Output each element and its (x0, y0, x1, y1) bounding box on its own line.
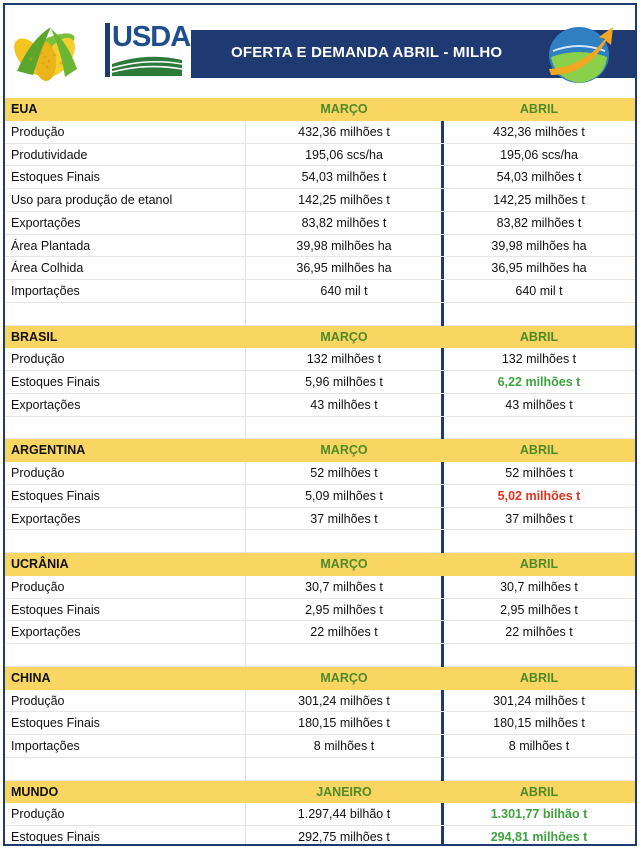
section-header-2 (5, 439, 635, 462)
column-header-previous: MARÇO (320, 102, 368, 116)
value-current: 22 milhões t (505, 625, 573, 640)
value-current: 142,25 milhões t (493, 193, 585, 207)
value-current: 1.301,77 bilhão t (490, 807, 588, 822)
row-label: Área Colhida (11, 261, 84, 276)
value-previous: 5,96 milhões t (305, 375, 383, 389)
table-row (5, 212, 635, 235)
value-previous: 5,09 milhões t (305, 488, 383, 503)
table-row (5, 394, 635, 417)
value-previous: 180,15 milhões t (298, 716, 390, 731)
table-row (5, 257, 635, 280)
value-previous: 1.297,44 bilhão t (297, 807, 391, 822)
column-header-current: ABRIL (519, 557, 559, 571)
value-previous: 52 milhões t (310, 466, 378, 480)
value-current: 37 milhões t (505, 511, 573, 526)
row-label: Produção (11, 466, 65, 480)
section-header-4 (5, 667, 635, 690)
section-header-5 (5, 781, 635, 804)
section-header-0 (5, 98, 635, 121)
row-label: Exportações (11, 215, 81, 230)
row-label: Uso para produção de etanol (11, 193, 173, 207)
value-previous: 640 mil t (320, 284, 368, 298)
row-label: Estoques Finais (11, 488, 100, 503)
section-spacer (5, 303, 635, 326)
logo-text: USDA (112, 21, 191, 53)
table-row (5, 462, 635, 485)
row-label: Estoques Finais (11, 375, 100, 389)
table-row (5, 803, 635, 826)
value-previous: 132 milhões t (306, 352, 382, 367)
value-previous: 292,75 milhões t (298, 830, 390, 844)
value-current: 432,36 milhões t (493, 124, 585, 139)
table-row (5, 690, 635, 713)
table-row (5, 826, 635, 846)
country-name: ARGENTINA (11, 443, 86, 458)
column-header-current: ABRIL (519, 784, 559, 799)
column-header-previous: JANEIRO (316, 784, 372, 799)
usda-logo (105, 21, 191, 79)
value-previous: 30,7 milhões t (305, 579, 383, 594)
value-current: 43 milhões t (505, 397, 573, 412)
report-frame (3, 3, 637, 846)
country-name: BRASIL (11, 329, 58, 344)
row-label: Estoques Finais (11, 830, 100, 844)
value-current: 8 milhões t (508, 739, 570, 753)
table-row (5, 576, 635, 599)
row-label: Estoques Finais (11, 716, 100, 731)
value-previous: 195,06 scs/ha (305, 147, 383, 162)
table-row (5, 599, 635, 622)
row-label: Produtividade (11, 147, 88, 162)
section-header-3 (5, 553, 635, 576)
country-name: UCRÂNIA (11, 557, 69, 571)
value-current: 195,06 scs/ha (500, 147, 578, 162)
row-label: Importações (11, 739, 80, 753)
row-label: Exportações (11, 625, 81, 640)
country-name: CHINA (11, 670, 51, 685)
column-header-previous: MARÇO (320, 443, 368, 458)
row-label: Produção (11, 352, 65, 367)
table-row (5, 189, 635, 212)
value-current: 640 mil t (515, 284, 563, 298)
value-previous: 54,03 milhões t (301, 170, 387, 185)
table-row (5, 485, 635, 508)
column-header-current: ABRIL (519, 670, 559, 685)
country-name: EUA (11, 102, 38, 116)
row-label: Produção (11, 124, 65, 139)
table-row (5, 166, 635, 189)
table-row (5, 144, 635, 167)
value-previous: 36,95 milhões ha (296, 261, 392, 276)
row-label: Estoques Finais (11, 170, 100, 185)
country-name: MUNDO (11, 784, 59, 799)
row-label: Produção (11, 807, 65, 822)
report-header (5, 5, 635, 95)
row-label: Importações (11, 284, 80, 298)
value-current: 180,15 milhões t (493, 716, 585, 731)
table-row (5, 121, 635, 144)
value-previous: 83,82 milhões t (301, 215, 387, 230)
table-row (5, 280, 635, 303)
table-row (5, 371, 635, 394)
value-previous: 37 milhões t (310, 511, 378, 526)
usda-hills-icon (112, 54, 182, 76)
value-current: 83,82 milhões t (496, 215, 582, 230)
row-label: Exportações (11, 397, 81, 412)
section-header-1 (5, 326, 635, 349)
row-label: Área Plantada (11, 238, 91, 253)
table-row (5, 735, 635, 758)
value-previous: 2,95 milhões t (305, 602, 383, 617)
table-row (5, 508, 635, 531)
value-current: 132 milhões t (501, 352, 577, 367)
table-row (5, 621, 635, 644)
corn-icon (11, 19, 83, 81)
value-current: 6,22 milhões t (497, 375, 581, 389)
value-previous: 8 milhões t (313, 739, 375, 753)
table-row (5, 235, 635, 258)
globe-arrow-icon (543, 17, 615, 87)
table-row (5, 712, 635, 735)
value-current: 36,95 milhões ha (491, 261, 587, 276)
row-label: Produção (11, 693, 65, 708)
value-current: 54,03 milhões t (496, 170, 582, 185)
value-current: 52 milhões t (505, 466, 573, 480)
value-current: 39,98 milhões ha (491, 238, 587, 253)
value-previous: 43 milhões t (310, 397, 378, 412)
section-spacer (5, 758, 635, 781)
section-spacer (5, 417, 635, 440)
section-spacer (5, 644, 635, 667)
row-label: Exportações (11, 511, 81, 526)
section-spacer (5, 530, 635, 553)
row-label: Estoques Finais (11, 602, 100, 617)
value-current: 294,81 milhões t (490, 830, 588, 844)
value-current: 30,7 milhões t (500, 579, 578, 594)
value-current: 301,24 milhões t (493, 693, 585, 708)
value-previous: 22 milhões t (310, 625, 378, 640)
supply-demand-table (5, 98, 635, 846)
value-previous: 432,36 milhões t (298, 124, 390, 139)
value-previous: 39,98 milhões ha (296, 238, 392, 253)
column-header-previous: MARÇO (320, 329, 368, 344)
table-row (5, 348, 635, 371)
value-current: 5,02 milhões t (497, 488, 581, 503)
value-current: 2,95 milhões t (500, 602, 578, 617)
value-previous: 301,24 milhões t (298, 693, 390, 708)
row-label: Produção (11, 579, 65, 594)
column-header-current: ABRIL (519, 443, 559, 458)
column-header-previous: MARÇO (320, 557, 368, 571)
page-title: OFERTA E DEMANDA ABRIL - MILHO (231, 44, 503, 61)
column-header-current: ABRIL (519, 329, 559, 344)
column-header-previous: MARÇO (320, 670, 368, 685)
value-previous: 142,25 milhões t (298, 193, 390, 207)
column-header-current: ABRIL (519, 102, 559, 116)
